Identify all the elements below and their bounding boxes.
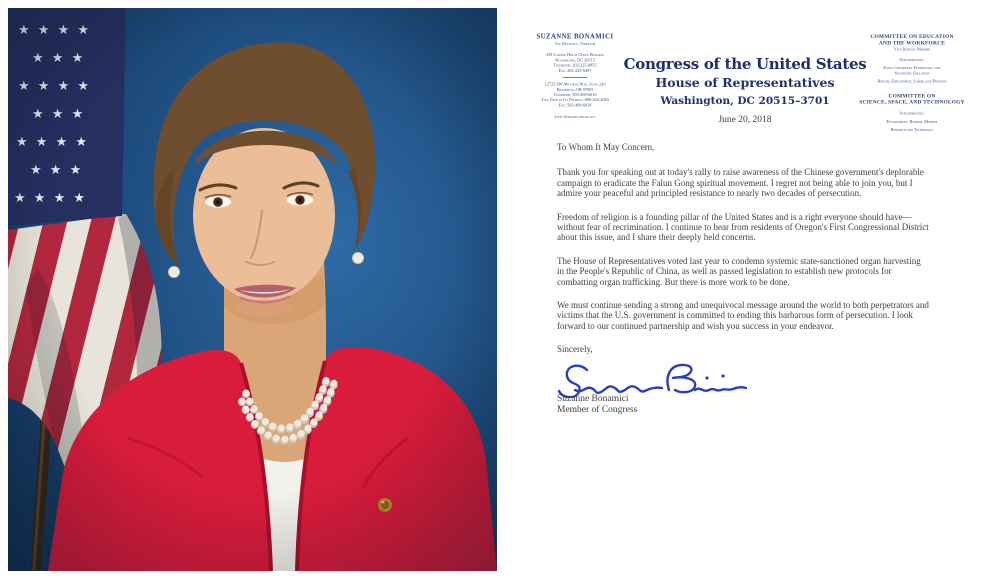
- paragraph-4: We must continue sending a strong and unequivocal message around the world to both perpetrators and victims that the U.S. government is committed to ending this barbarous form of persecution. I look forward to our continued partnership and wish you success in your endeavor.: [557, 300, 929, 331]
- signed-name: Suzanne Bonamici: [557, 393, 629, 404]
- photo-vignette: [8, 8, 497, 571]
- dc-office-address: 439 Cannon House Office Building Washington, DC 20515 Telephone: 202-225-0855 Fax: 202-225-9497: [545, 52, 605, 73]
- letter-body: [557, 142, 929, 416]
- masthead-line1: Congress of the United States: [623, 55, 867, 73]
- member-district: 1st District, Oregon: [554, 41, 596, 47]
- committee-science: COMMITTEE ON SCIENCE, SPACE, AND TECHNOLOGY Subcommittees: Environment: Ranking Member Research and Technology: [859, 92, 965, 133]
- salutation: To Whom It May Concern,: [557, 142, 655, 152]
- committee-education: COMMITTEE ON EDUCATION AND THE WORKFORCE Vice Ranking Member Subcommittees: Early Childhood, Elementary, and Secondary Education Health, Employment, Labor, and Pensions: [870, 33, 954, 85]
- signed-title: Member of Congress: [557, 404, 638, 415]
- masthead-line3: Washington, DC 20515–3701: [660, 95, 830, 107]
- letter-date: June 20, 2018: [718, 115, 772, 125]
- masthead-line2: House of Representatives: [655, 75, 835, 90]
- congress-masthead: [615, 55, 875, 125]
- handwritten-signature: [557, 360, 747, 398]
- district-office-address: 12725 SW Millikan Way, Suite 220 Beaverton, OR 97005 Telephone: 503-469-6010 Toll Free in 1st District: 800-422-4003 Fax: 503-469-6018: [541, 82, 609, 108]
- portrait-photo: [8, 8, 497, 571]
- letter-page: [497, 0, 1000, 583]
- paragraph-3: The House of Representatives voted last year to condemn systemic state-sanctioned organ harvesting in the People's Republic of China, as well as passed legislation to establish new protocols for combatting organ trafficking. But there is more work to be done.: [557, 255, 921, 287]
- letterhead-divider: [563, 77, 587, 78]
- member-name: SUZANNE BONAMICI: [536, 33, 614, 41]
- paragraph-2: Freedom of religion is a founding pillar of the United States and is a right everyone should have—without fear of recrimination. I continue to hear from residents of Oregon's First Congressional District about this issue, and I share their deeply held concerns.: [557, 211, 929, 243]
- portrait-illustration: [8, 8, 497, 571]
- closing: Sincerely,: [557, 344, 593, 355]
- member-website: http://bonamici.house.gov: [554, 114, 596, 120]
- paragraph-1: Thank you for speaking out at today's rally to raise awareness of the Chinese government's deplorable campaign to eradicate the Falun Gong spiritual movement. I regret not being able to join you, but I admire your peaceful and principled resistance to nearly two decades of persecution.: [557, 167, 924, 199]
